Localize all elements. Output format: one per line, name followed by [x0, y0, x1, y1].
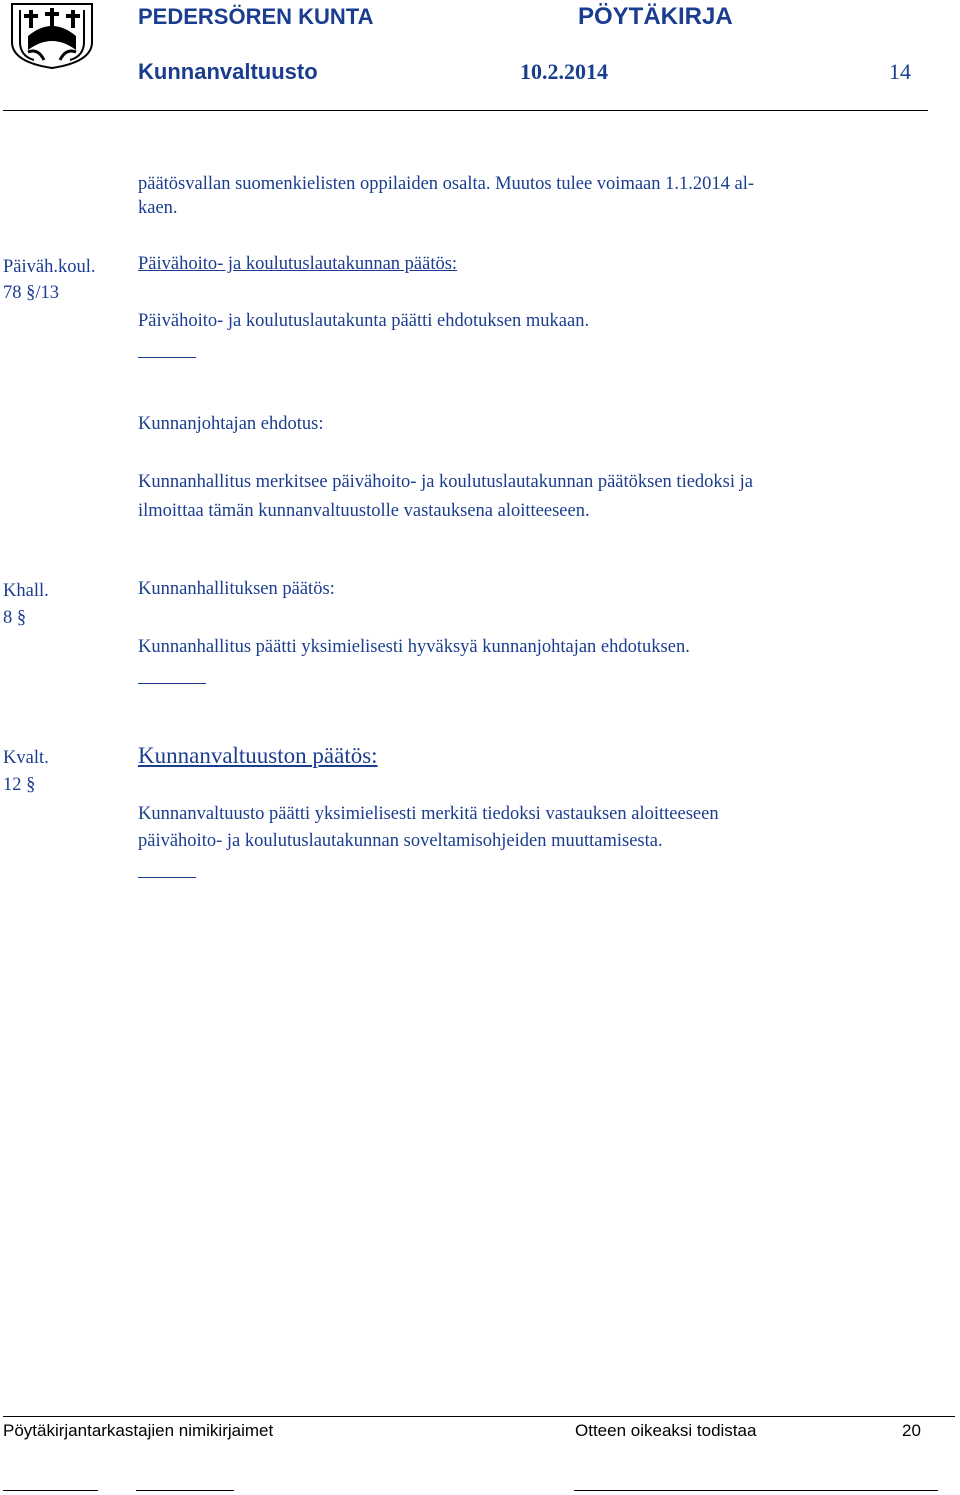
director-proposal-heading: Kunnanjohtajan ehdotus: [138, 414, 324, 434]
meeting-date: 10.2.2014 [520, 59, 608, 84]
board-ref-line-1: Päiväh.koul. [3, 257, 96, 277]
document-type: PÖYTÄKIRJA [578, 3, 733, 30]
municipality-name: PEDERSÖREN KUNTA [138, 4, 374, 29]
footer-page-ref: 20 [902, 1421, 921, 1440]
page-number: 14 [889, 59, 911, 84]
footer-rule [3, 1416, 955, 1417]
council-decision-line-1: Kunnanvaltuusto päätti yksimielisesti merkitä tiedoksi vastauksen aloitteeseen [138, 804, 719, 824]
separator-dash [138, 683, 206, 684]
council-ref-line-1: Kvalt. [3, 748, 49, 768]
footer-initials-label: Pöytäkirjantarkastajien nimikirjaimet [3, 1421, 274, 1440]
intro-line-2: kaen. [138, 198, 178, 218]
executive-decision-heading: Kunnanhallituksen päätös: [138, 579, 335, 599]
signature-line [136, 1490, 234, 1491]
signature-line [3, 1490, 98, 1491]
separator-dash [138, 877, 196, 878]
board-decision-text: Päivähoito- ja koulutuslautakunta päätti ehdotuksen mukaan. [138, 311, 590, 331]
board-decision-heading: Päivähoito- ja koulutuslautakunnan päätös: [138, 254, 458, 274]
council-decision-line-2: päivähoito- ja koulutuslautakunnan soveltamisohjeiden muuttamisesta. [138, 831, 663, 851]
council-ref-line-2: 12 § [3, 775, 36, 795]
board-ref-line-2: 78 §/13 [3, 283, 60, 303]
municipal-logo [8, 2, 96, 70]
body-name: Kunnanvaltuusto [138, 59, 318, 84]
executive-decision-text: Kunnanhallitus päätti yksimielisesti hyväksyä kunnanjohtajan ehdotuksen. [138, 637, 690, 657]
municipal-coat-of-arms-icon [8, 2, 96, 70]
intro-line-1: päätösvallan suomenkielisten oppilaiden osalta. Muutos tulee voimaan 1.1.2014 al- [138, 174, 755, 194]
director-proposal-line-1: Kunnanhallitus merkitsee päivähoito- ja koulutuslautakunnan päätöksen tiedoksi ja [138, 472, 753, 492]
footer-certified-label: Otteen oikeaksi todistaa [575, 1421, 757, 1440]
executive-ref-line-1: Khall. [3, 581, 49, 601]
director-proposal-line-2: ilmoittaa tämän kunnanvaltuustolle vastauksena aloitteeseen. [138, 501, 590, 521]
separator-dash [138, 357, 196, 358]
signature-line [574, 1490, 938, 1491]
council-decision-heading: Kunnanvaltuuston päätös: [138, 743, 378, 768]
header-rule [3, 110, 928, 111]
executive-ref-line-2: 8 § [3, 608, 27, 628]
